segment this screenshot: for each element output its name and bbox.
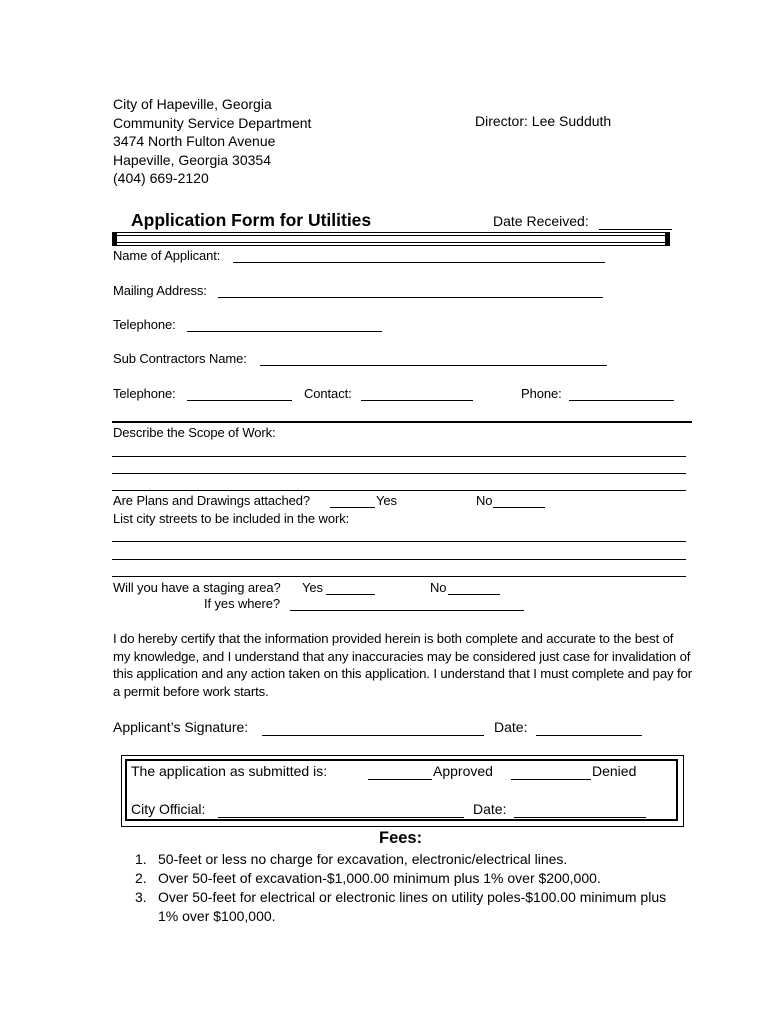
address-line: (404) 669-2120	[113, 170, 209, 187]
official-date-field[interactable]	[514, 817, 646, 818]
contact-label: Contact:	[304, 386, 352, 401]
staging-yes-label: Yes	[302, 580, 323, 595]
scope-line[interactable]	[112, 473, 686, 474]
fee-item	[135, 888, 718, 926]
date-received-label: Date Received:	[493, 213, 589, 229]
streets-label: List city streets to be included in the work:	[113, 511, 350, 526]
sub-telephone-field[interactable]	[187, 400, 292, 401]
plans-attached-label: Are Plans and Drawings attached?	[113, 493, 310, 508]
staging-where-field[interactable]	[290, 610, 524, 611]
scope-line[interactable]	[112, 490, 686, 491]
fee-number: 2.	[135, 870, 147, 886]
subcontractor-name-field[interactable]	[260, 365, 607, 366]
signature-date-label: Date:	[494, 719, 528, 735]
telephone-label: Telephone:	[113, 317, 176, 332]
fees-list	[135, 850, 718, 926]
section-divider	[112, 421, 692, 423]
city-official-label: City Official:	[131, 801, 206, 817]
streets-line[interactable]	[112, 541, 686, 542]
fee-text: Over 50-feet of excavation-$1,000.00 minimum plus 1% over $200,000.	[158, 870, 601, 886]
director-name: Director: Lee Sudduth	[475, 113, 612, 129]
applicant-name-label: Name of Applicant:	[113, 248, 221, 263]
denied-label: Denied	[592, 763, 637, 779]
telephone-field[interactable]	[187, 331, 382, 332]
phone-label: Phone:	[521, 386, 562, 401]
fee-text: Over 50-feet for electrical or electronic lines on utility poles-$100.00 minimum plus 1% over $100,000.	[158, 889, 667, 924]
signature-field[interactable]	[262, 735, 484, 736]
denied-field[interactable]	[511, 779, 591, 780]
scope-line[interactable]	[112, 456, 686, 457]
department-address	[113, 95, 311, 188]
signature-label: Applicant’s Signature:	[113, 719, 249, 735]
plans-yes-label: Yes	[376, 493, 397, 508]
signature-date-field[interactable]	[536, 735, 642, 736]
phone-field[interactable]	[569, 400, 674, 401]
address-line: Hapeville, Georgia 30354	[113, 151, 271, 168]
form-title: Application Form for Utilities	[131, 210, 372, 230]
contact-field[interactable]	[361, 400, 473, 401]
fee-item	[135, 869, 718, 888]
city-official-field[interactable]	[218, 817, 464, 818]
staging-yes-field[interactable]	[326, 594, 375, 595]
submitted-status-label: The application as submitted is:	[131, 763, 328, 779]
mailing-address-field[interactable]	[218, 297, 603, 298]
staging-no-label: No	[430, 580, 447, 595]
plans-no-label: No	[476, 493, 493, 508]
sub-telephone-label: Telephone:	[113, 386, 176, 401]
official-date-label: Date:	[473, 801, 507, 817]
staging-area-label: Will you have a staging area?	[113, 580, 281, 595]
plans-yes-field[interactable]	[330, 507, 375, 508]
fee-text: 50-feet or less no charge for excavation, electronic/electrical lines.	[158, 851, 568, 867]
date-received-field[interactable]	[599, 229, 672, 230]
applicant-name-field[interactable]	[233, 262, 605, 263]
fees-title: Fees:	[379, 829, 423, 847]
streets-line[interactable]	[112, 559, 686, 560]
approved-label: Approved	[433, 763, 493, 779]
certification-text	[113, 630, 693, 700]
staging-no-field[interactable]	[448, 594, 500, 595]
address-line: City of Hapeville, Georgia	[113, 96, 272, 112]
fee-number: 3.	[135, 889, 147, 905]
streets-line[interactable]	[112, 576, 686, 577]
address-line: Community Service Department	[113, 114, 312, 131]
address-line: 3474 North Fulton Avenue	[113, 133, 276, 150]
mailing-address-label: Mailing Address:	[113, 283, 207, 298]
fee-item	[135, 850, 718, 869]
staging-where-label: If yes where?	[204, 596, 281, 611]
fee-number: 1.	[135, 851, 147, 867]
approved-field[interactable]	[368, 779, 432, 780]
scope-of-work-label: Describe the Scope of Work:	[113, 425, 276, 440]
title-divider	[112, 232, 670, 246]
plans-no-field[interactable]	[493, 507, 545, 508]
subcontractor-name-label: Sub Contractors Name:	[113, 351, 247, 366]
certification-paragraph: I do hereby certify that the information provided herein is both complete and accurate to the best of my knowledge, and I understand that any inaccuracies may be considered just case for invalidation of this application and any action taken on this application. I understand that I must complete and pay for a permit before work starts.	[113, 631, 692, 699]
